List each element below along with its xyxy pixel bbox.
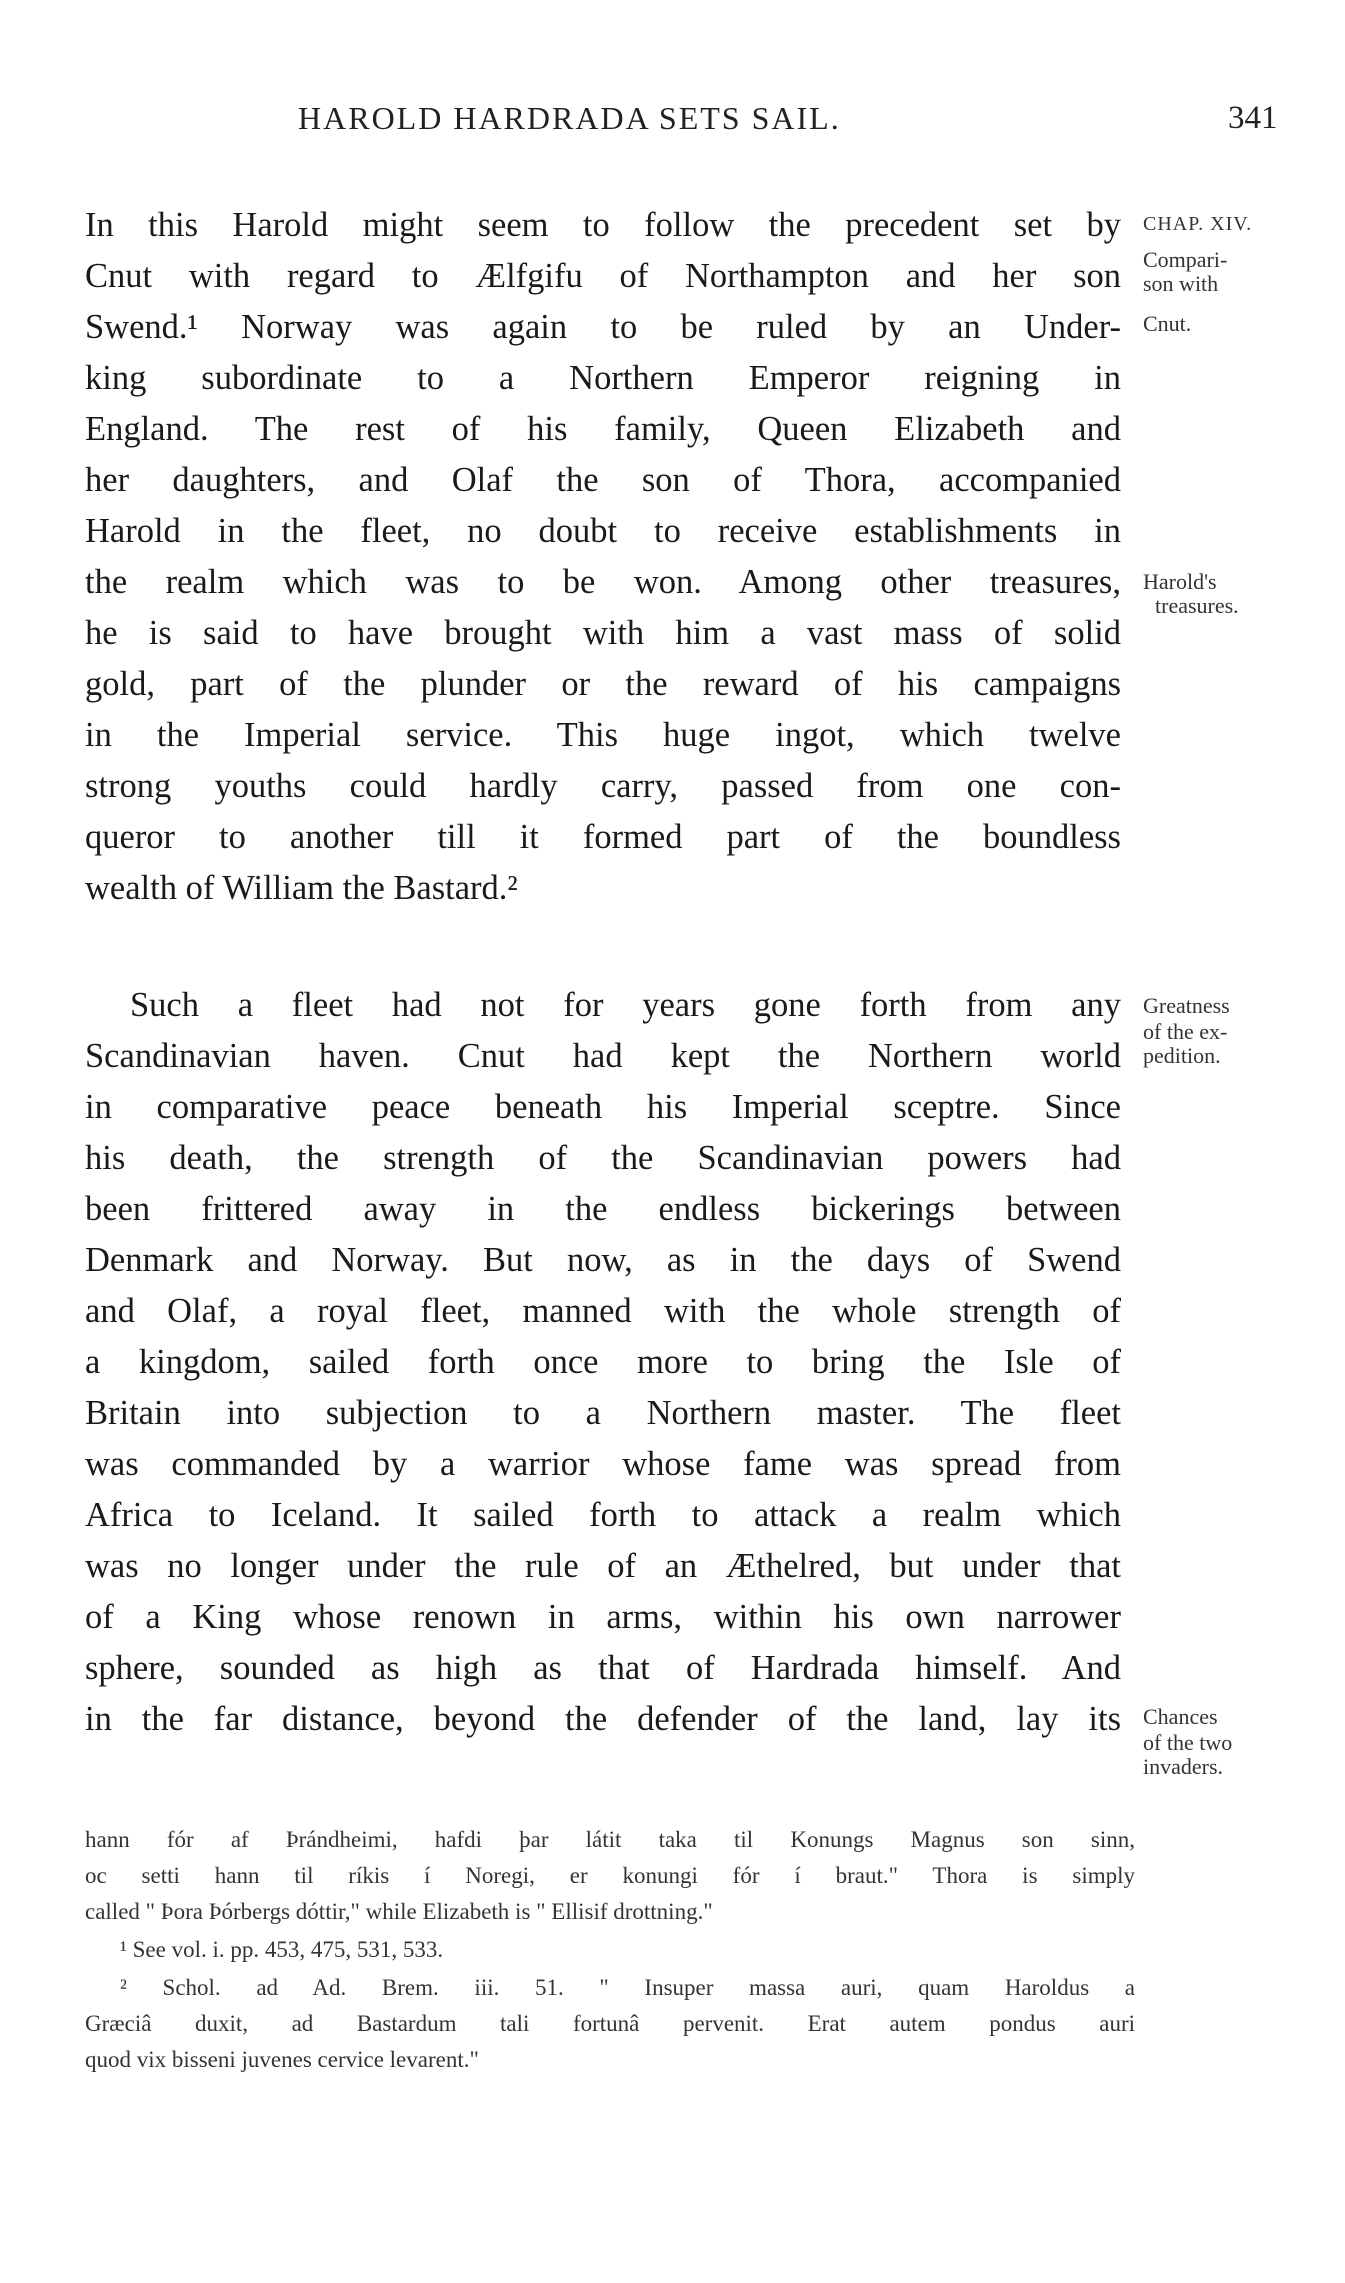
text-line: Scandinavian haven. Cnut had kept the Northern world [85,1037,1121,1075]
text-line: Harold in the fleet, no doubt to receive establishments in [85,512,1121,550]
footnote-line: hann fór af Þrándheimi, hafdi þar látit taka til Konungs Magnus son sinn, [85,1827,1135,1852]
margin-note-chances: of the two [1143,1730,1233,1755]
footnote-line: Græciâ duxit, ad Bastardum tali fortunâ pervenit. Erat autem pondus auri [85,2011,1135,2036]
running-head: HAROLD HARDRADA SETS SAIL. [298,100,841,136]
text-line: and Olaf, a royal fleet, manned with the whole strength of [85,1292,1121,1330]
footnote-line: quod vix bisseni juvenes cervice levarent." [85,2047,479,2072]
margin-note-comparison: Compari- [1143,247,1228,272]
text-line: strong youths could hardly carry, passed from one con- [85,767,1121,805]
margin-note-greatness: pedition. [1143,1043,1221,1068]
text-line: a kingdom, sailed forth once more to bring the Isle of [85,1343,1121,1381]
text-line: in the far distance, beyond the defender of the land, lay its [85,1700,1121,1738]
text-line: in comparative peace beneath his Imperial sceptre. Since [85,1088,1121,1126]
text-line: he is said to have brought with him a vast mass of solid [85,614,1121,652]
text-line: England. The rest of his family, Queen Elizabeth and [85,410,1121,448]
text-line: queror to another till it formed part of the boundless [85,818,1121,856]
text-line: Denmark and Norway. But now, as in the days of Swend [85,1241,1121,1279]
text-line: gold, part of the plunder or the reward of his campaigns [85,665,1121,703]
text-line: her daughters, and Olaf the son of Thora, accompanied [85,461,1121,499]
text-line: in the Imperial service. This huge ingot, which twelve [85,716,1121,754]
footnote-line: ² Schol. ad Ad. Brem. iii. 51. " Insuper massa auri, quam Haroldus a [120,1975,1135,2000]
text-line: In this Harold might seem to follow the precedent set by [85,206,1121,244]
footnote-line: called " Þora Þórbergs dóttir," while Elizabeth is " Ellisif drottning." [85,1899,713,1924]
margin-note-greatness: Greatness [1143,993,1230,1018]
text-line: Swend.¹ Norway was again to be ruled by an Under- [85,308,1121,346]
text-line: Africa to Iceland. It sailed forth to attack a realm which [85,1496,1121,1534]
margin-note-chances: invaders. [1143,1754,1224,1779]
text-line: Britain into subjection to a Northern master. The fleet [85,1394,1121,1432]
text-line: of a King whose renown in arms, within his own narrower [85,1598,1121,1636]
text-line: was no longer under the rule of an Æthelred, but under that [85,1547,1121,1585]
chapter-marker: CHAP. XIV. [1143,213,1253,235]
margin-note-treasures: treasures. [1155,593,1239,618]
margin-note-chances: Chances [1143,1704,1218,1729]
footnote-line: ¹ See vol. i. pp. 453, 475, 531, 533. [120,1937,444,1962]
text-line: king subordinate to a Northern Emperor reigning in [85,359,1121,397]
text-line: sphere, sounded as high as that of Hardrada himself. And [85,1649,1121,1687]
footnote-line: oc setti hann til ríkis í Noregi, er konungi fór í braut." Thora is simply [85,1863,1135,1888]
margin-note-comparison: Cnut. [1143,311,1192,336]
text-line: wealth of William the Bastard.² [85,869,518,907]
page-number: 341 [1228,100,1278,136]
text-line: his death, the strength of the Scandinavian powers had [85,1139,1121,1177]
margin-note-greatness: of the ex- [1143,1019,1228,1044]
text-line: Such a fleet had not for years gone forth from any [130,986,1121,1024]
text-line: the realm which was to be won. Among other treasures, [85,563,1121,601]
text-line: Cnut with regard to Ælfgifu of Northampton and her son [85,257,1121,295]
margin-note-comparison: son with [1143,271,1219,296]
page-header [0,100,1345,150]
margin-note-treasures: Harold's [1143,569,1217,594]
text-line: was commanded by a warrior whose fame was spread from [85,1445,1121,1483]
text-line: been frittered away in the endless bickerings between [85,1190,1121,1228]
